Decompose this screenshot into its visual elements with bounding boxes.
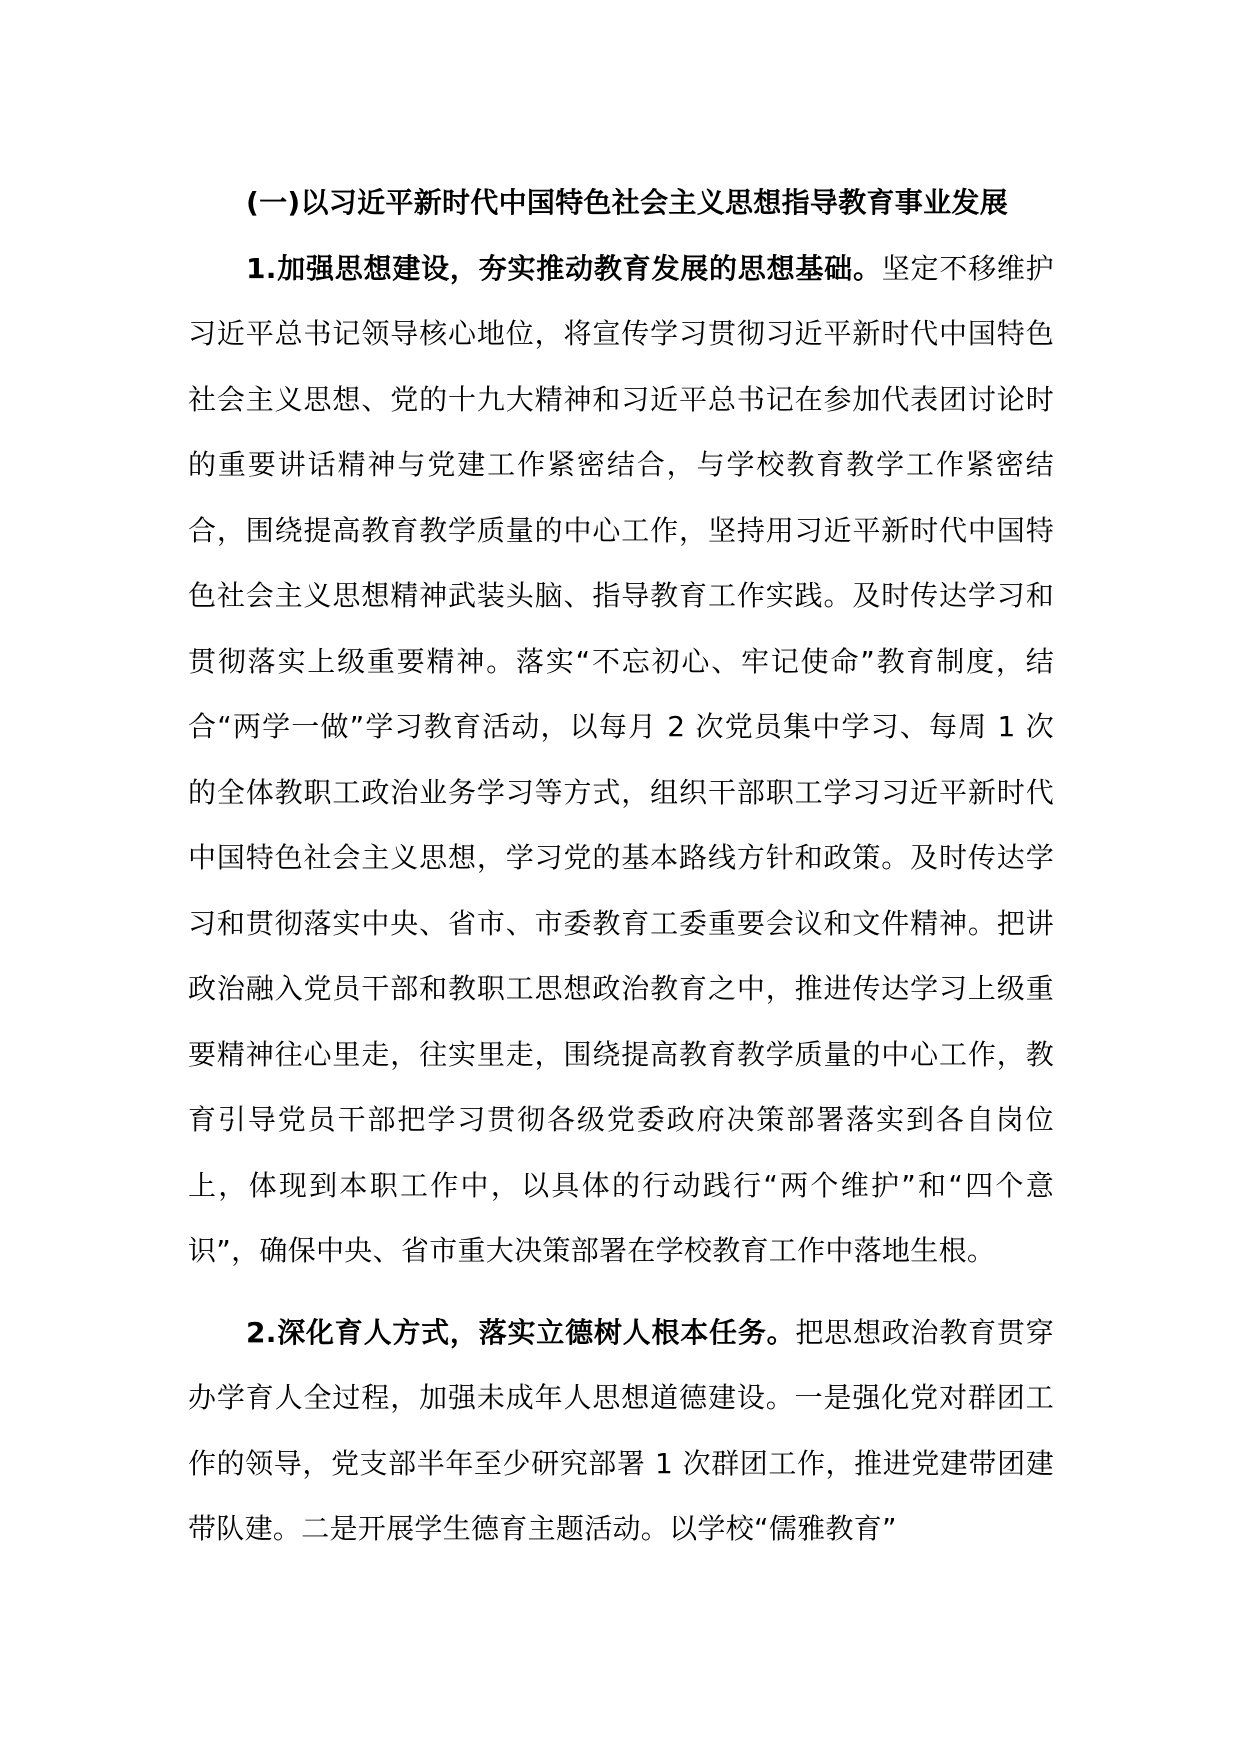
paragraph-1-lead: 1.加强思想建设，夯实推动教育发展的思想基础。 [246,251,882,285]
paragraph-2-body: 把思想政治教育贯穿办学育人全过程，加强未成年人思想道德建设。一是强化党对群团工作的领导，党支部半年至少研究部署 1 次群团工作，推进党建带团建带队建。二是开展学生德育主题活动。以学校“儒雅教育” [188,1315,1054,1545]
paragraph-2-lead: 2.深化育人方式，落实立德树人根本任务。 [246,1315,796,1349]
section-heading: (一)以习近平新时代中国特色社会主义思想指导教育事业发展 [246,186,1008,219]
paragraph-1-body: 坚定不移维护习近平总书记领导核心地位，将宣传学习贯彻习近平新时代中国特色社会主义思想、党的十九大精神和习近平总书记在参加代表团讨论时的重要讲话精神与党建工作紧密结合，与学校教育教学工作紧密结合，围绕提高教育教学质量的中心工作，坚持用习近平新时代中国特色社会主义思想精神武装头脑、指导教育工作实践。及时传达学习和贯彻落实上级重要精神。落实“不忘初心、牢记使命”教育制度，结合“两学一做”学习教育活动，以每月 2 次党员集中学习、每周 1 次的全体教职工政治业务学习等方式，组织干部职工学习习近平新时代中国特色社会主义思想，学习党的基本路线方针和政策。及时传达学习和贯彻落实中央、省市、市委教育工委重要会议和文件精神。把讲政治融入党员干部和教职工思想政治教育之中，推进传达学习上级重要精神往心里走，往实里走，围绕提高教育教学质量的中心工作，教育引导党员干部把学习贯彻各级党委政府决策部署落实到各自岗位上，体现到本职工作中，以具体的行动践行“两个维护”和“四个意识”，确保中央、省市重大决策部署在学校教育工作中落地生根。 [188,251,1054,1267]
document-body [188,170,1054,1562]
paragraph-2 [188,1300,1054,1562]
paragraph-1 [188,236,1054,1284]
